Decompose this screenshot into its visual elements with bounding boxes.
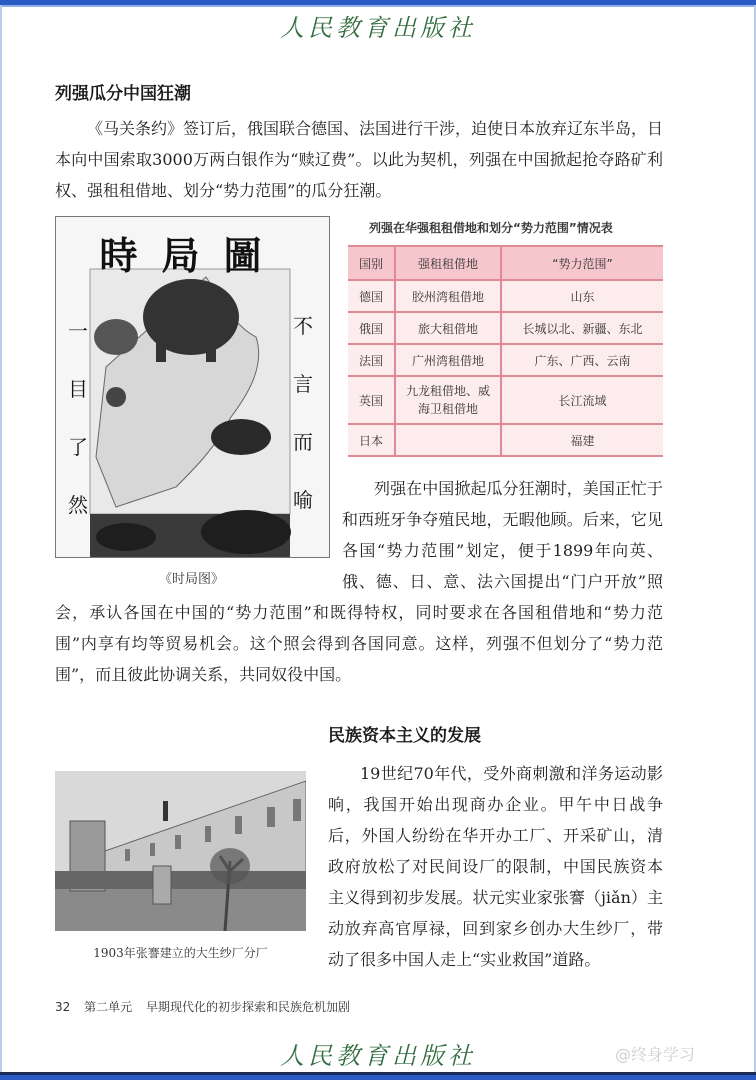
table-cell: 胶州湾租借地 bbox=[395, 280, 501, 312]
table-row bbox=[348, 312, 663, 344]
table-cell: 长江流域 bbox=[501, 376, 663, 424]
cartoon-right-caption: 不言而喻 bbox=[293, 314, 313, 512]
factory-photo bbox=[55, 771, 306, 931]
table-cell bbox=[395, 424, 501, 456]
table-cell: 法国 bbox=[348, 344, 395, 376]
cartoon-caption: 《时局图》 bbox=[158, 572, 224, 587]
table-header: 国别 bbox=[348, 246, 395, 280]
table-cell: 俄国 bbox=[348, 312, 395, 344]
table-cell: 长城以北、新疆、东北 bbox=[501, 312, 663, 344]
window-top-border-light bbox=[0, 5, 756, 7]
table-cell: 九龙租借地、威海卫租借地 bbox=[395, 376, 501, 424]
unit-label: 第二单元 bbox=[84, 1000, 133, 1014]
table-cell: 旅大租借地 bbox=[395, 312, 501, 344]
table-row bbox=[348, 424, 663, 456]
table-row bbox=[348, 376, 663, 424]
table-cell: 福建 bbox=[501, 424, 663, 456]
factory-photo-caption: 1903年张謇建立的大生纱厂分厂 bbox=[93, 946, 268, 960]
page-number: 32 bbox=[55, 1000, 71, 1014]
table-header: “势力范围” bbox=[501, 246, 663, 280]
table-cell: 英国 bbox=[348, 376, 395, 424]
page-footer bbox=[55, 998, 360, 1015]
table-cell: 广东、广西、云南 bbox=[501, 344, 663, 376]
section-heading-capitalism: 民族资本主义的发展 bbox=[328, 726, 481, 746]
table-row bbox=[348, 344, 663, 376]
table-header-row bbox=[348, 246, 663, 280]
factory-photo-image bbox=[55, 771, 306, 931]
float-spacer bbox=[55, 473, 342, 597]
paragraph-capitalism: 19世纪70年代，受外商刺激和洋务运动影响，我国开始出现商办企业。甲午中日战争后，外国人纷纷在华开办工厂、开采矿山，清政府放松了对民间设厂的限制，中国民族资本主义得到初步发展。状元实业家张謇（jiǎn）主动放弃高官厚禄，回到家乡创办大生纱厂，带动了很多中国人走上“实业救国”道路。 bbox=[328, 764, 663, 969]
window-left-border bbox=[0, 5, 2, 1075]
cartoon-left-caption: 一目了然 bbox=[68, 319, 88, 517]
window-bottom-border bbox=[0, 1075, 756, 1080]
section-heading-partition: 列强瓜分中国狂潮 bbox=[55, 84, 191, 104]
table-cell: 德国 bbox=[348, 280, 395, 312]
watermark: @终身学习 bbox=[615, 1045, 696, 1064]
table-cell: 广州湾租借地 bbox=[395, 344, 501, 376]
table-row bbox=[348, 280, 663, 312]
concessions-table bbox=[348, 245, 663, 457]
table-cell: 山东 bbox=[501, 280, 663, 312]
publisher-logo-top: 人民教育出版社 bbox=[280, 14, 476, 42]
publisher-logo-bottom: 人民教育出版社 bbox=[280, 1042, 476, 1070]
table-header: 强租租借地 bbox=[395, 246, 501, 280]
paragraph-open-door bbox=[55, 473, 663, 690]
paragraph-treaty: 《马关条约》签订后，俄国联合德国、法国进行干涉，迫使日本放弃辽东半岛，日本向中国索取3000万两白银作为“赎辽费”。以此为契机，列强在中国掀起抢夺路矿利权、强租租借地、划分“势力范围”的瓜分狂潮。 bbox=[55, 119, 664, 200]
table-cell: 日本 bbox=[348, 424, 395, 456]
paragraph-open-door-text: 列强在中国掀起瓜分狂潮时，美国正忙于和西班牙争夺殖民地，无暇他顾。后来，它见各国“势力范围”划定，便于1899年向英、俄、德、日、意、法六国提出“门户开放”照会，承认各国在中国的“势力范围”和既得特权，同时要求在各国租借地和“势力范围”内享有均等贸易机会。这个照会得到各国同意。这样，列强不但划分了“势力范围”，而且彼此协调关系，共同奴役中国。 bbox=[55, 479, 663, 684]
cartoon-title: 時局圖 bbox=[99, 233, 286, 278]
unit-title: 早期现代化的初步探索和民族危机加剧 bbox=[145, 1000, 350, 1014]
table-title: 列强在华强租租借地和划分“势力范围”情况表 bbox=[369, 221, 613, 235]
